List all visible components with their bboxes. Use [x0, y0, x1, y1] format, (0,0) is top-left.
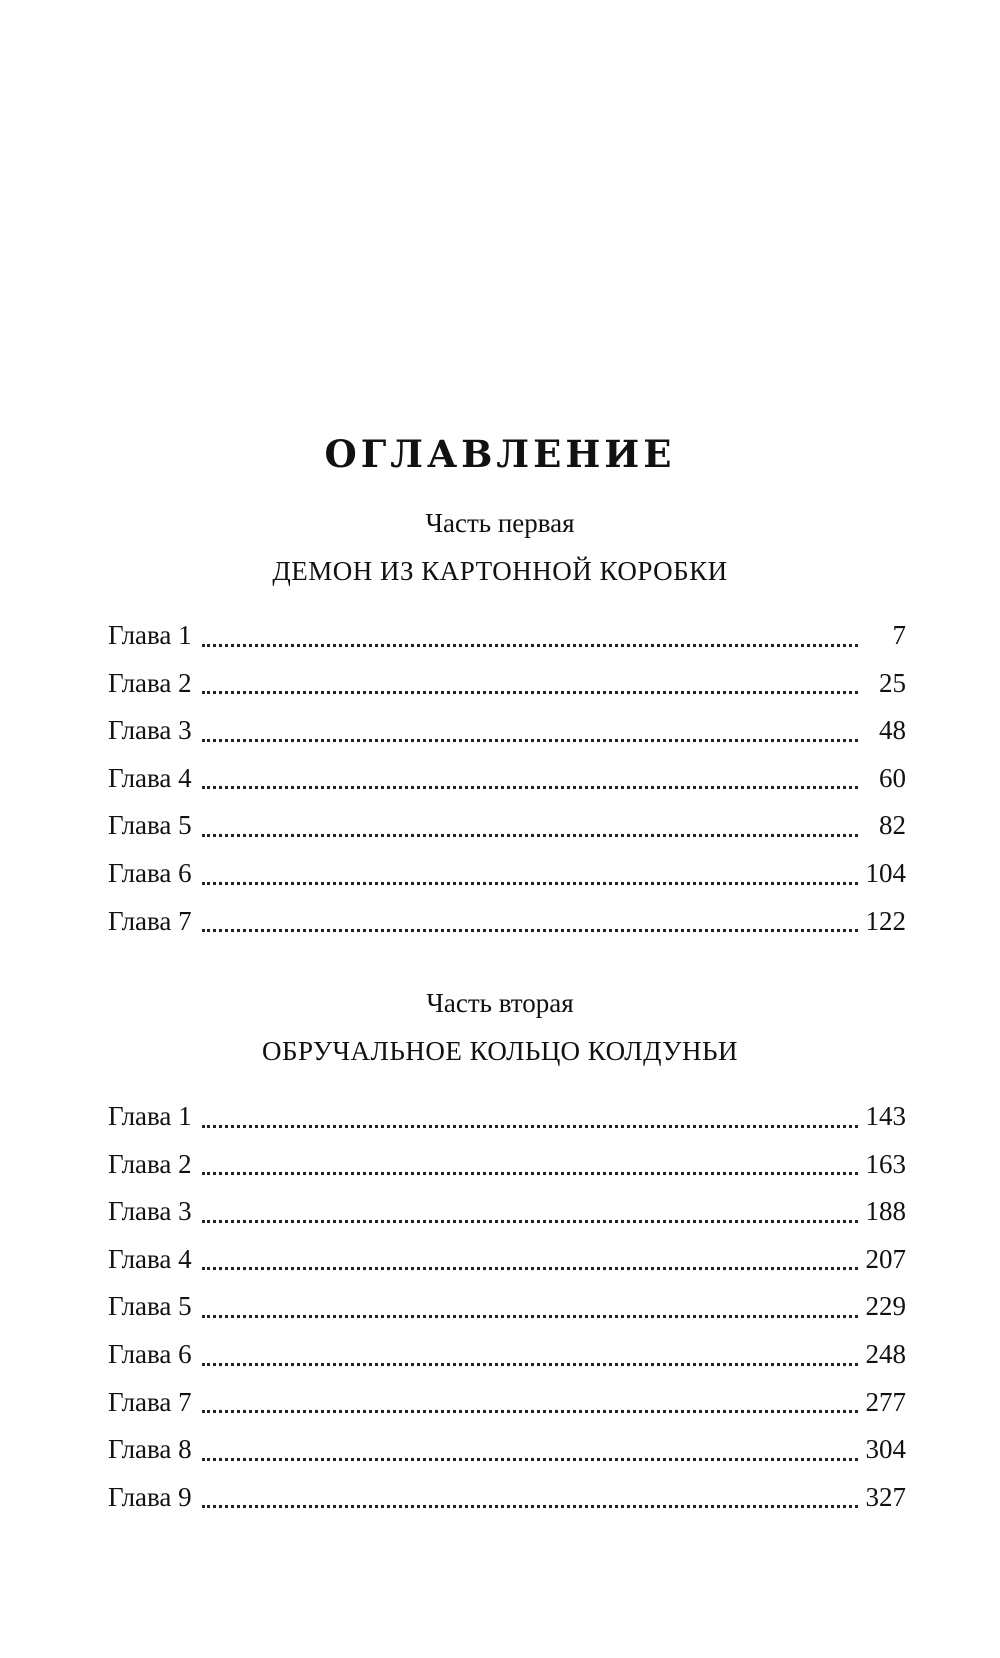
chapter-title: Глава 5 [108, 810, 192, 841]
chapter-title: Глава 4 [108, 1243, 192, 1274]
dot-leader [202, 1314, 858, 1318]
toc-entry[interactable] [108, 1379, 906, 1427]
toc-entry[interactable] [108, 898, 906, 946]
part-2-chapter-list [108, 1093, 906, 1521]
toc-entry[interactable] [108, 612, 906, 660]
page-number: 327 [865, 1481, 906, 1512]
toc-entry[interactable] [108, 1236, 906, 1284]
toc-entry[interactable] [108, 707, 906, 755]
dot-leader [202, 1504, 858, 1508]
page-number: 163 [865, 1148, 906, 1179]
dot-leader [202, 1266, 858, 1270]
toc-entry[interactable] [108, 660, 906, 708]
page-number: 122 [865, 905, 906, 936]
dot-leader [202, 738, 858, 742]
page-number: 82 [879, 810, 906, 841]
chapter-title: Глава 9 [108, 1481, 192, 1512]
toc-entry[interactable] [108, 755, 906, 803]
chapter-title: Глава 7 [108, 905, 192, 936]
part-2-name: ОБРУЧАЛЬНОЕ КОЛЬЦО КОЛДУНЬИ [262, 1036, 738, 1066]
chapter-title: Глава 3 [108, 715, 192, 746]
page-number: 207 [865, 1243, 906, 1274]
chapter-title: Глава 5 [108, 1291, 192, 1322]
page-number: 277 [865, 1386, 906, 1417]
dot-leader [202, 690, 858, 694]
dot-leader [202, 1171, 858, 1175]
dot-leader [202, 1409, 858, 1413]
dot-leader [202, 643, 858, 647]
dot-leader [202, 1362, 858, 1366]
chapter-title: Глава 1 [108, 1101, 192, 1131]
chapter-title: Глава 3 [108, 1196, 192, 1227]
page-number: 304 [865, 1434, 906, 1465]
part-1-name: ДЕМОН ИЗ КАРТОННОЙ КОРОБКИ [272, 556, 728, 586]
toc-entry[interactable] [108, 1426, 906, 1474]
chapter-title: Глава 6 [108, 857, 192, 888]
page-number: 104 [865, 857, 906, 888]
toc-entry[interactable] [108, 802, 906, 850]
page-number: 143 [865, 1101, 906, 1131]
page-number: 7 [892, 620, 906, 650]
toc-entry[interactable] [108, 1331, 906, 1379]
toc-entry[interactable] [108, 1188, 906, 1236]
chapter-title: Глава 7 [108, 1386, 192, 1417]
chapter-title: Глава 4 [108, 762, 192, 793]
page-number: 248 [865, 1338, 906, 1369]
dot-leader [202, 833, 858, 837]
dot-leader [202, 1457, 858, 1461]
part-1-chapter-list [108, 612, 906, 945]
chapter-title: Глава 8 [108, 1434, 192, 1465]
dot-leader [202, 881, 858, 885]
toc-entry[interactable] [108, 1141, 906, 1189]
page-number: 25 [879, 667, 906, 698]
toc-entry[interactable] [108, 1283, 906, 1331]
page-number: 188 [865, 1196, 906, 1227]
chapter-title: Глава 1 [108, 620, 192, 650]
part-2-label: Часть вторая [426, 988, 574, 1018]
toc-entry[interactable] [108, 1093, 906, 1141]
chapter-title: Глава 6 [108, 1338, 192, 1369]
chapter-title: Глава 2 [108, 1148, 192, 1179]
dot-leader [202, 1124, 858, 1128]
page-title: ОГЛАВЛЕНИЕ [324, 432, 676, 476]
toc-entry[interactable] [108, 850, 906, 898]
page-number: 60 [879, 762, 906, 793]
page-number: 48 [879, 715, 906, 746]
dot-leader [202, 785, 858, 789]
chapter-title: Глава 2 [108, 667, 192, 698]
toc-entry[interactable] [108, 1474, 906, 1522]
part-1-label: Часть первая [425, 508, 575, 538]
dot-leader [202, 1219, 858, 1223]
dot-leader [202, 928, 858, 932]
page-number: 229 [865, 1291, 906, 1322]
